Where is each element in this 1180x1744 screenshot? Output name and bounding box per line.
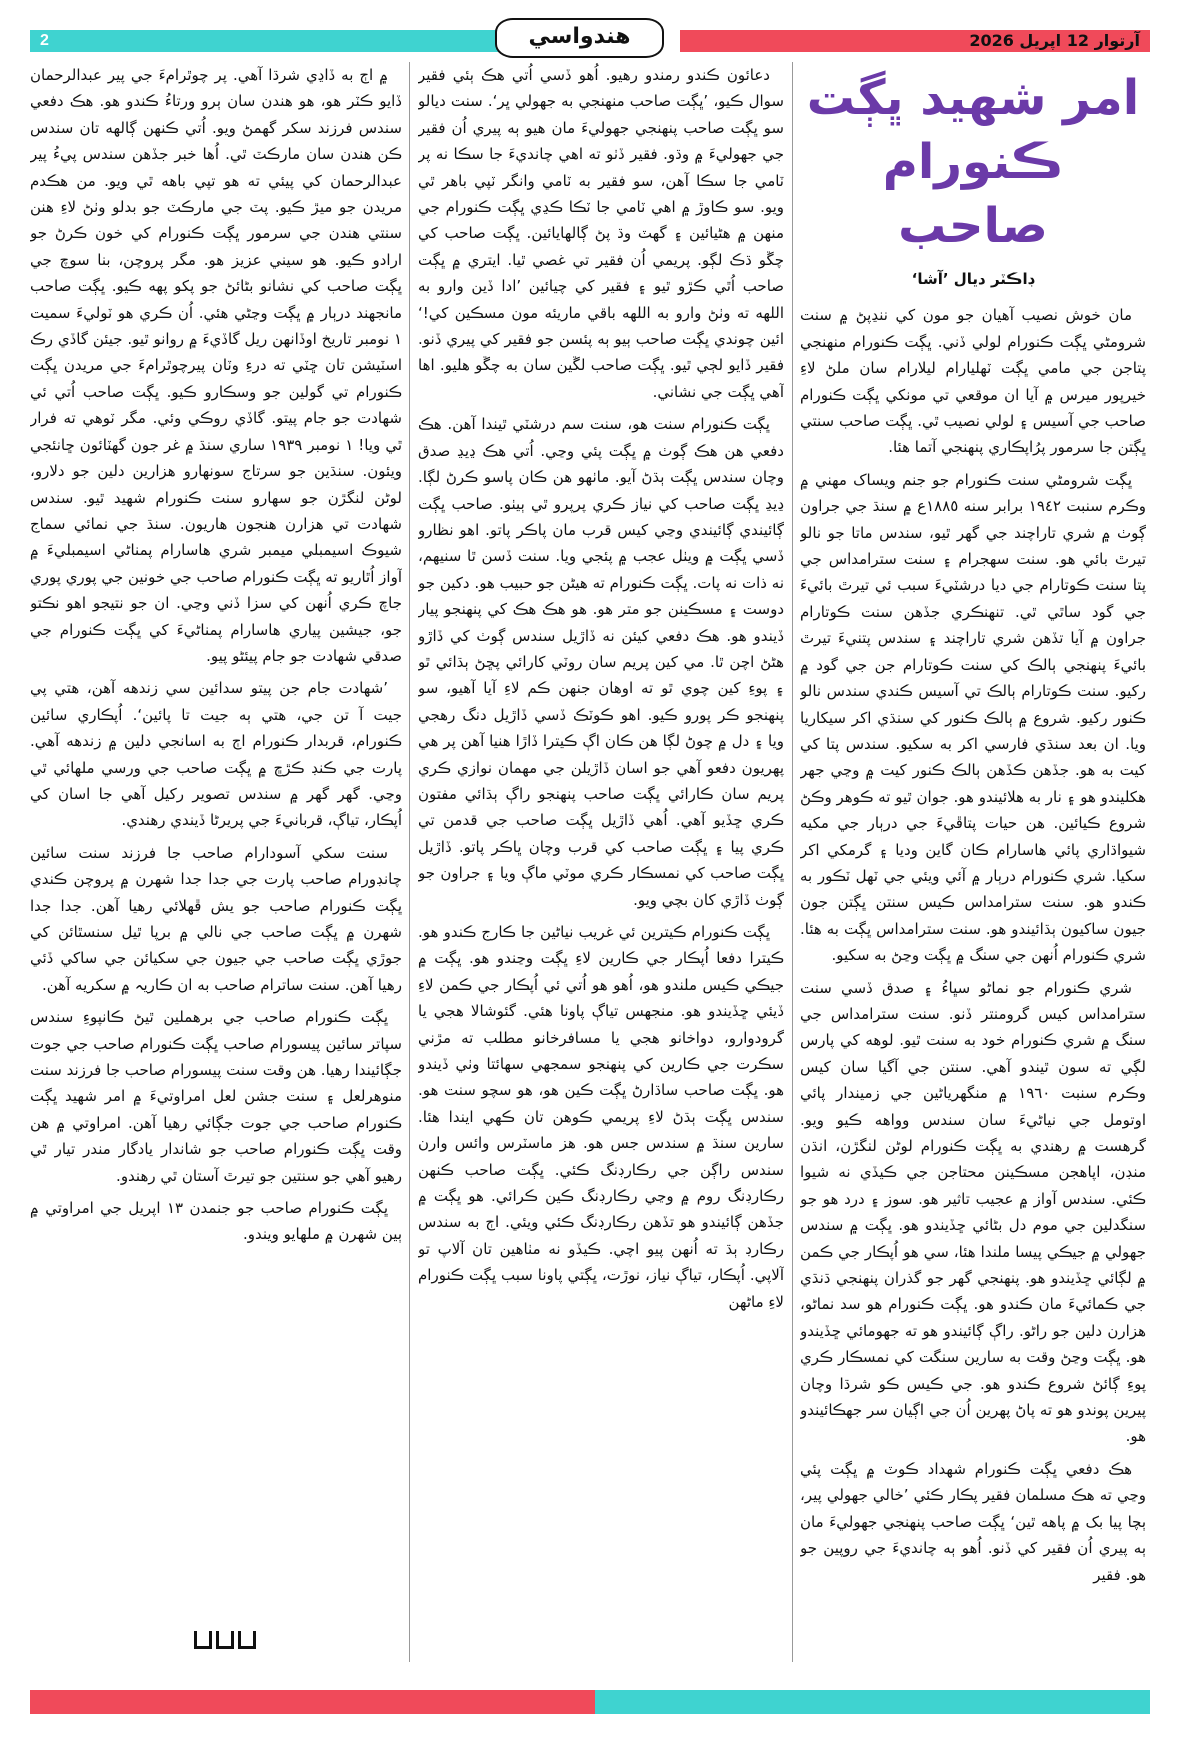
article-byline: ڊاڪٽر ديال ’آشا‘	[911, 270, 1035, 288]
end-mark-block	[216, 1631, 234, 1649]
end-mark-block	[238, 1631, 256, 1649]
article-column-middle	[418, 62, 784, 1654]
article-column-left	[30, 62, 402, 1622]
footer-band-red	[30, 1690, 595, 1714]
footer-band-teal	[595, 1690, 1150, 1714]
page-number: 2	[40, 32, 49, 49]
paragraph: دعائون ڪندو رمندو رهيو. اُهو ڏسي اُتي هڪ ٻئي فقير سوال ڪيو، ’ڀڳت صاحب منهنجي به جهولي ڀر‘. سنت ديالو سو ڀڳت صاحب پنهنجي جهوليءَ مان هيو ٻه پيري اُن فقير جي جهوليءَ ۾ وڌو. فقير ڏٺو ته اهي چانديءَ جا سڪا نه پر ٽامي جا سڪا آهن، سو فقير به ٽامي وانگر ٽپي باهر ٿي ويو. سو ڪاوڙ ۾ اهي ٽامي جا ٽڪا ڪڍي ڀڳت ڪنورام جي منهن ۾ هڻيائين ۽ گهٽ وڌ پڻ ڳالهايائين. ڀڳت صاحب کي چڱو ڌڪ لڳو. پريمي اُن فقير تي غصي ٿيا. ايتري ۾ ڀڳت صاحب اُٿي ڪڙو ٿيو ۽ فقير کي چيائين ’ادا ڏين وارو به اللهه ته وٺڻ وارو به اللهه باقي ماريئه مون مسڪين کي!‘ ائين چوندي ڀڳت صاحب ٻيو ٻه پئسن جو فقير کي پيري ڏنو. فقير ڏايو لڄي ٿيو. ڀڳت صاحب لڱين سان به چڱو هليو. اها آهي ڀڳت جي نشاني.	[418, 66, 784, 401]
paragraph: ڀڳت ڪنورام ڪيترين ئي غريب نياڻين جا ڪارج ڪندو هو. ڪيترا دفعا اُپڪار جي ڪارين لاءِ ڀڳت وڃندو هو. ڀڳت ۾ جيڪي ڪيس ملندو هو، اُهو هو اُتي ئي اُپڪار جي ڪمن لاءِ ڏيئي ڇڏيندو هو. منجهس تياڳ پاونا هئي. گئوشالا هجي يا گرودوارو، دواخانو هجي يا مسافرخانو مطلب ته مڙني سڪرت جي ڪارين کي پنهنجو سمجهي سهائتا وٺي ڏيندو هو. ڀڳت صاحب ساڌارڻ ڀڳت ڪين هو، هو سچو سنت هو. سندس ڀڳت ٻڌڻ لاءِ پريمي ڪوهن تان ڪهي ايندا هئا. سارين سنڌ ۾ سندس جس هو. هز ماسٽرس وائس وارن سندس راڳن جي رڪارڊنگ ڪئي. ڀڳت صاحب ڪنهن رڪارڊنگ روم ۾ وڃي رڪارڊنگ ڪين ڪرائي. هو ڀڳت ۾ جڏهن ڳائيندو هو تڏهن رڪارڊنگ ڪئي ويئي. اڄ به سندس رڪارڊ ٻڌ ته اُنهن پيو اچي. ڪيڏو نه مٺاهين تان آلاپ تو آلاپي. اُپڪار، تياڳ نياز، نوڙت، ڀڳتي پاونا سبب ڀڳت ڪنورام لاءِ ماڻهن	[418, 923, 784, 1311]
article-headline	[800, 66, 1146, 258]
paragraph: سنت سکي آسودارام صاحب جا فرزند سنت سائين چانڊورام صاحب پارت جي جدا جدا شهرن ۾ پروچن ڪندي ڀڳت ڪنورام صاحب جو يش ڦهلائي رهيا آهن. جدا جدا شهرن ۾ ڀڳت صاحب جي نالي ۾ برپا ٿيل سنسٿائن کي جوڙي ڀڳت صاحب جي جيون جي سکيائن جي ساکي ڏئي رهيا آهن. سنت ساترام صاحب به ان ڪاريہ ۾ سکريه آهن.	[30, 843, 402, 994]
column-divider	[409, 62, 410, 1662]
header-band-teal	[30, 30, 500, 52]
article-column-right	[800, 62, 1146, 1654]
paragraph: ڀڳت ڪنورام صاحب جي برهملين ٿيڻ ڪانپوءِ سندس سپاتر سائين پيسورام صاحب ڀڳت ڪنورام صاحب جي جوت جڳائيندا رهيا. هن وقت سنت پيسورام صاحب جا فرزند سنت منوهرلعل ۽ سنت جشن لعل امراوتيءَ ۾ امر شهيد ڀڳت ڪنورام صاحب جي جوت جڳائي رهيا آهن. امراوتي ۾ هن وقت ڀڳت ڪنورام صاحب جو شاندار يادگار مندر تيار ٿي رهيو آهي جو سنتين جو تيرٿ آستان ٿي رهندو.	[30, 1008, 402, 1185]
end-mark-block	[194, 1631, 212, 1649]
newspaper-masthead: هندواسي	[495, 18, 664, 58]
paragraph: ڀڳت ڪنورام صاحب جو جنمدن ١٣ اپريل جي امراوتي ۾ ٻين شهرن ۾ ملهايو ويندو.	[30, 1199, 402, 1244]
headline-line-1: امر شهيد ڀڳت	[806, 70, 1140, 126]
paragraph: ڀڳت ڪنورام سنت هو، سنت سم درشٽي ٿيندا آهن. هڪ دفعي هن هڪ ڳوٺ ۾ ڀڳت پئي وڃي. اُتي هڪ ڍيڍ صدق وچان سندس ڀڳت ٻڌڻ آيو. ماٺهو هن ڪان پاسو ڪرڻ لڳا. ڍيڍ ڀڳت صاحب کي نياز ڪري پرپرو ٿي ٻيٺو. صاحب ڀڳت ڳائيندي ڳائيندي وڃي کيس قرب مان پاڪر پاتو. اهو نظارو ڏسي ڀڳت ۾ ويٺل عجب ۾ پئجي ويا. سنت ڏسن ٿا سنيهم، نه ذات نه پات. ڀڳت ڪنورام ته هيڻن جو حبيب هو. دکين جو دوست ۽ مسڪينن جو متر هو. هو هڪ هڪ کي پنهنجو پيار ڏيندو هو. هڪ دفعي کيئن نه ڏاڙيل سندس ڳوٺ کي ڏاڙو هڻڻ اچن ٿا. مي کين پريم سان روٽي کارائي پڇڻ ٻڌائي ٿو ۽ پوءِ کين چوي ٿو ته اوهان جنهن ڪم لاءِ آيا آهيو، سو پنهنجو ڪر پورو ڪيو. اهو ڪوٽڪ ڏسي ڏاڙيل دنگ رهجي ويا ۽ دل ۾ چوڻ لڳا هن ڪان اڳ ڪيترا ڏاڙا هنيا آهن پر هي پهريون دفعو آهي جو اسان ڏاڙيلن جي مهمان نوازي ڪري پريم سان ڪارائي ڀڳت صاحب پنهنجو راڳ ٻڌائي مفتون ڪري ڇڏيو آهي. اُهي ڏاڙيل ڀڳت صاحب جي قدمن تي ڪري پيا ۽ ڀڳت صاحب کي قرب وچان ڀاڪر پاتو. ڏاڙيل ڀڳت صاحب کي نمسڪار ڪري موٽي ماڳ ويا ۽ جراون جو ڳوٺ ڏاڙي کان بچي ويو.	[418, 415, 784, 909]
paragraph: شري ڪنورام جو نماڻو سڀاءُ ۽ صدق ڏسي سنت سترامداس کيس گرومنتر ڏنو. سنت سترامداس جي سنگ ۾ شري ڪنورام خود به سنت ٿيو. لوهه کي پارس لڳي ته سون ٿيندو آهي. سنتن جي آگيا سان کيس وڪرم سنبت ١٩٦٠ ۾ منگهرياڻين جي زميندار پائي اوتومل جي نياڻيءَ سان سندس وواهه ڪيو ويو. گرهست ۾ رهندي به ڀڳت ڪنورام لوڻن لنگڙن، انڌن منڊن، اپاهجن مسڪينن محتاجن جي ڪيڏي نه شيوا ڪئي. سندس آواز ۾ عجيب تاثير هو. سوز ۽ درد هو جو سنگدلين جي موم دل بڻائي ڇڏيندو هو. ڀڳت ۾ سندس جهولي ۾ جيڪي پيسا ملندا هئا، سي هو اُپڪار جي ڪمن ۾ لڳائي ڇڏيندو هو. پنهنجي گهر جو گذران پنهنجي ڌنڌي جي ڪمائيءَ مان ڪندو هو. ڀڳت ڪنورام هو سد نماڻو، هزارن دلين جو راڻو. راڳ ڳائيندو هو ته جهومائي ڇڏيندو هو. ڀڳت وڃڻ وقت به سارين سنگت کي نمسڪار ڪري پوءِ ڳائڻ شروع ڪندو هو. جي ڪيس ڪو شرڌا وچان پيرين پوندو هو ته پاڻ پهرين اُن جي اڳيان سر جهڪائيندو هو.	[800, 978, 1146, 1446]
paragraph: مان خوش نصيب آهيان جو مون کي ننڍپڻ ۾ سنت شرومڻي ڀڳت ڪنورام لولي ڏني. ڀڳت ڪنورام منهنجي پتاجن جي مامي ڀڳت ٽهليارام ليلارام سان ملڻ لاءِ خيرپور ميرس ۾ آيا ان موقعي تي مونکي ڀڳت ڪنورام صاحب جي آسيس ۽ لولي نصيب ٿي. ڀڳت صاحب سنتي ڀڳتن جا سرمور پرُاپڪاري پنهنجي آتما هئا.	[800, 306, 1146, 457]
column-divider	[792, 62, 793, 1662]
paragraph: ’شهادت جام جن پيتو سدائين سي زندهه آهن، هتي پي جيت آ تن جي، هتي ٻه جيت تا پائين‘. اُپڪاري سائين ڪنورام، قربدار ڪنورام اڄ به اسانجي دلين ۾ زندهه آهي. پارت جي ڪنڊ ڪڙڇ ۾ ڀڳت صاحب جي ورسي ملهائي ٿي وڃي. گهر گهر ۾ سندس تصوير رکيل آهي جا اسان کي اُپڪار، تياڳ، قربانيءَ جي پريرڻا ڏيندي رهندي.	[30, 679, 402, 830]
issue-date: آرتوار 12 اپريل 2026	[969, 31, 1140, 50]
article-end-mark-icon	[180, 1631, 270, 1653]
paragraph: ۾ اڄ به ڏاڍي شرڌا آهي. پر چوٿرامءَ جي پير عبدالرحمان ڏايو ڪٽر هو، هو هندن سان ٻرو ورتاءُ ڪندو هو. هڪ دفعي سندس فرزند سکر گهمڻ ويو. اُتي ڪنهن ڳالهه تان سندس ڪن هندن سان مارڪٽ ٿي. اُها خبر جڏهن سندس پيءُ پير عبدالرحمان کي پيئي ته هو تپي باهه ٿي ويو. من هڪدم مريدن جو ميڙ ڪيو. پٽ جي مارڪٽ جو بدلو وٺڻ لاءِ هنن سنتي هندن جي سرمور ڀڳت ڪنورام کي خون ڪرڻ جو ارادو ڪيو. هو سيني عزيز هو. مگر پروچن، بنا سوچ جي ڀڳت صاحب کي نشانو بڻائڻ جو پکو پهه ڪيو. ڀڳت صاحب مانجهند درٻار ۾ ڀڳت وڃڻي هئي. اُن ڪري هو ٽوليءَ سميت ١ نومبر تاريخ اوڏانهن ريل گاڏيءَ ۾ روانو ٿيو. جيئن گاڏي رڪ اسٽيشن تان ڇٽي ته درءِ وٽان پيرچوٿرامءَ جي مريدن ڀڳت ڪنورام تي گولين جو وسڪارو ڪيو. ڀڳت صاحب اُتي ئي شهادت جو جام پيتو. گاڏي روڪي وئي. مگر ٽوهي ته فرار ٿي ويا! ١ نومبر ١٩٣٩ ساري سنڌ ۾ غر جون گهٽائون ڇانئجي ويئون. سنڌين جو سرتاج سونهارو هزارين دلين جو دلارو، لوڻن لنگڙن جو سهارو سنت ڪنورام شهيد ٿيو. سندس شهادت تي هزارن هنجون هاريون. سنڌ جي نمائي سماج شيوڪ اسيمبلي ميمبر شري هاسارام پمناڻي اسيمبليءَ ۾ آواز اُٿاريو ته ڀڳت ڪنورام صاحب جي خونين جي پوري پوري جاچ ڪري اُنهن کي سزا ڏني وڃي. ان جو نتيجو اهو نڪتو جو، جيشين پياري هاسارام پمناڻيءَ کي ڀڳت ڪنورام جي صدقي شهادت جو جام پيئڻو پيو.	[30, 66, 402, 665]
footer-band	[30, 1690, 1150, 1714]
paragraph: ڀڳت شرومڻي سنت ڪنورام جو جنم ويساک مهني ۾ وڪرم سنبت ١٩٤٢ برابر سنه ١٨٨٥ع ۾ سنڌ جي جراون ڳوٺ ۾ شري تاراچند جي گهر ٿيو، سندس ماتا جو نالو تيرٿ بائي هو. سنت سهجرام ۽ سنت سترامداس جي پتا سنت ڪوتارام جي ديا درشٽيءَ سبب ئي تيرٿ بائيءَ جي گود ساٿي ٿي. تنهنڪري جڏهن سنت ڪوتارام جراون ۾ آيا تڏهن شري تاراچند ۽ سندس پتنيءَ تيرٿ بائيءَ پنهنجي ٻالڪ کي سنت ڪوتارام جن جي گود ۾ رکيو. سنت ڪوتارام ٻالڪ تي آسيس ڪندي سندس نالو ڪنور رکيو. شروع ۾ ٻالڪ ڪنور کي سنڌي اکر سيکاريا ويا. ان بعد سنڌي فارسي اکر به سکيو. سندس پتا کي کيت به هو. جڏهن ڪڏهن ٻالڪ ڪنور کيت ۾ وڃي جهر هکليندو هو ۽ نار به هلائيندو هو. جوان ٿيو ته ڪوهر وڪڻ شروع ڪيائين. هن حيات پتاڦيءَ جي درٻار جي مکيه شيواڌاري پائي هاسارام ڪان گاين وديا ۽ گرمکي اکر سکيا. شري ڪنورام درٻار ۾ آئي ويئي جي ٽهل ٽڪور به ڪندو هو. سنت سترامداس ڪيس سنتن ڀڳتن جون جيون ساکيون ٻڌائيندو هو. سنت سترامداس ڀڳت به هئا. شري ڪنورام اُنهن جي سنگ ۾ ڀڳت وڃڻ به سکيو.	[800, 470, 1146, 965]
paragraph: هڪ دفعي ڀڳت ڪنورام شهداد ڪوٽ ۾ ڀڳت پئي وڃي ته هڪ مسلمان فقير پڪار ڪئي ’خالي جهولي پير، ٻچا پيا بک ۾ پاهه ٿين‘ ڀڳت صاحب پنهنجي جهوليءَ مان ٻه پيري اُن فقير کي ڏنو. اُهو ٻه چانديءَ جي روپين جو هو. فقير	[800, 1459, 1146, 1584]
headline-line-2: ڪنورام صاحب	[882, 134, 1064, 254]
